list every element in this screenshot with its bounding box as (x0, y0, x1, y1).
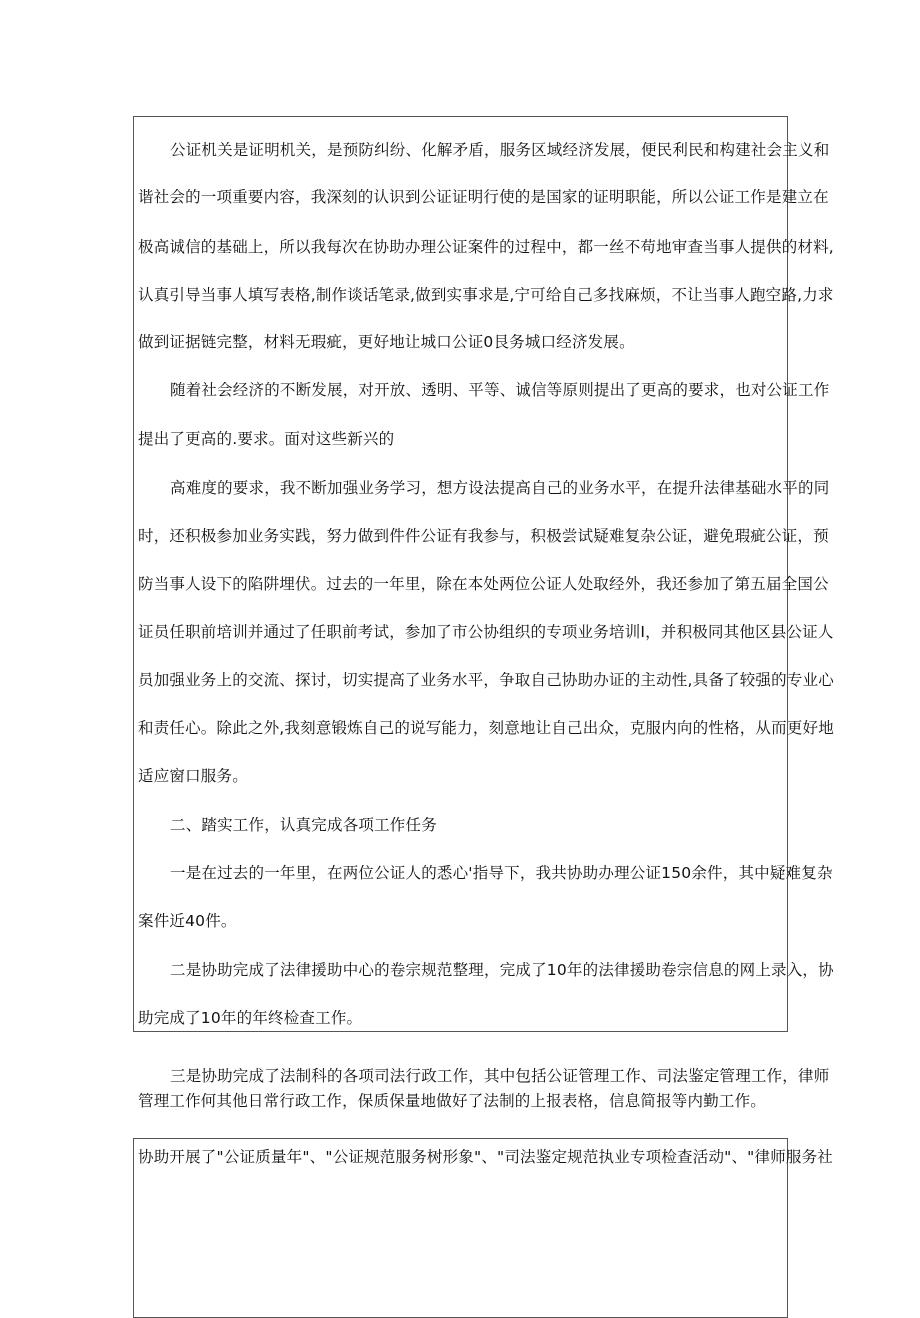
paragraph-line: 协助开展了"公证质量年"、"公证规范服务树形象"、"司法鉴定规范执业专项检查活动"、"律师服务社 (138, 1148, 834, 1166)
paragraph-line: 公证机关是证明机关，是预防纠纷、化解矛盾，服务区域经济发展，便民利民和构建社会主义和 (170, 141, 830, 159)
paragraph-line: 防当事人设下的陷阱埋伏。过去的一年里，除在本处两位公证人处取经外，我还参加了第五届全国公 (138, 575, 829, 593)
paragraph-line: 助完成了10年的年终检查工作。 (138, 1009, 363, 1027)
paragraph-line: 时，还积极参加业务实践，努力做到件件公证有我参与，积极尝试疑难复杂公证，避免瑕疵公证，预 (138, 527, 829, 545)
paragraph-line: 二是协助完成了法律援助中心的卷宗规范整理，完成了10年的法律援助卷宗信息的网上录入，协 (170, 961, 834, 979)
paragraph-line: 证员任职前培训并通过了任职前考试，参加了市公协组织的专项业务培训I，并积极同其他区县公证人 (138, 623, 834, 641)
paragraph-line: 和责任心。除此之外,我刻意锻炼自己的说写能力，刻意地让自己出众，克服内向的性格，从而更好地 (138, 719, 834, 737)
paragraph-line: 一是在过去的一年里，在两位公证人的悉心'指导下，我共协助办理公证150余件，其中疑难复杂 (170, 864, 833, 882)
section-heading: 二、踏实工作，认真完成各项工作任务 (170, 816, 437, 834)
paragraph-line: 提出了更高的.要求。面对这些新兴的 (138, 430, 395, 448)
paragraph-line: 认真引导当事人填写表格,制作谈话笔录,做到实事求是,宁可给自己多找麻烦，不让当事人跑空路,力求 (138, 286, 834, 304)
paragraph-line: 谐社会的一项重要内容，我深刻的认识到公证证明行使的是国家的证明职能，所以公证工作是建立在 (138, 188, 829, 206)
paragraph-line: 案件近40件。 (138, 912, 237, 930)
paragraph-line: 适应窗口服务。 (138, 767, 248, 785)
paragraph-line: 随着社会经济的不断发展，对开放、透明、平等、诚信等原则提出了更高的要求，也对公证工作 (170, 381, 830, 399)
paragraph-line: 做到证据链完整，材料无瑕疵，更好地让城口公证0艮务城口经济发展。 (138, 333, 635, 351)
paragraph-line: 员加强业务上的交流、探讨，切实提高了业务水平，争取自己协助办证的主动性,具备了较强的专业心 (138, 671, 834, 689)
paragraph-line: 极高诚信的基础上，所以我每次在协助办理公证案件的过程中，都一丝不苟地审查当事人提供的材料, (138, 238, 834, 256)
paragraph-line: 高难度的要求，我不断加强业务学习，想方设法提高自己的业务水平，在提升法律基础水平的同 (170, 479, 830, 497)
paragraph-line: 三是协助完成了法制科的各项司法行政工作，其中包括公证管理工作、司法鉴定管理工作，律师 (170, 1067, 830, 1085)
paragraph-line: 管理工作何其他日常行政工作，保质保量地做好了法制的上报表格，信息简报等内勤工作。 (138, 1092, 767, 1110)
